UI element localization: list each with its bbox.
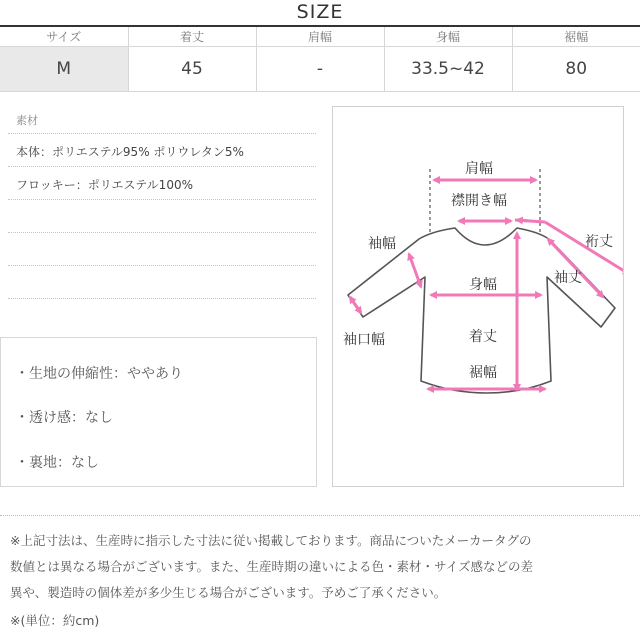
material-line	[8, 266, 316, 299]
label-shoulder-width: 肩幅	[465, 161, 493, 177]
material-panel	[8, 108, 316, 299]
feature-lining: ・裏地：なし	[15, 455, 99, 471]
material-heading: 素材	[8, 108, 316, 134]
label-body-width: 身幅	[469, 277, 497, 293]
header-length: 着丈	[128, 27, 256, 47]
measurement-diagram	[332, 106, 624, 487]
cell-shoulder: -	[256, 47, 384, 92]
label-sleeve-width: 袖幅	[368, 236, 396, 252]
material-line	[8, 233, 316, 266]
cuff-width-arrow	[350, 297, 361, 313]
cell-length: 45	[128, 47, 256, 92]
label-length: 着丈	[469, 329, 497, 345]
disclaimer-note	[10, 528, 635, 606]
garment-svg	[333, 107, 623, 486]
label-yuki-length: 裄丈	[585, 234, 613, 250]
label-cuff-width: 袖口幅	[343, 332, 385, 348]
sleeve-width-arrow	[409, 254, 421, 287]
disclaimer-line: 異や、製造時の個体差が多少生じる場合がございます。予めご了承ください。	[10, 585, 447, 600]
header-shoulder: 肩幅	[256, 27, 384, 47]
notes-divider	[0, 515, 640, 516]
label-sleeve-length: 袖丈	[554, 270, 582, 286]
table-row	[0, 47, 640, 92]
material-line	[8, 200, 316, 233]
disclaimer-line: ※上記寸法は、生産時に指示した寸法に従い掲載しております。商品についたメーカータグの	[10, 533, 532, 548]
cell-body-width: 33.5~42	[384, 47, 512, 92]
feature-sheerness: ・透け感：なし	[15, 410, 113, 426]
features-box	[0, 337, 317, 487]
label-hem-width: 裾幅	[469, 365, 497, 381]
header-body-width: 身幅	[384, 27, 512, 47]
feature-stretch: ・生地の伸縮性：ややあり	[15, 366, 183, 382]
header-size: サイズ	[0, 27, 128, 47]
disclaimer-line: 数値とは異なる場合がございます。また、生産時期の違いによる色・素材・サイズ感などの差	[10, 559, 534, 574]
unit-note: ※(単位：約cm)	[10, 613, 100, 628]
header-hem-width: 裾幅	[512, 27, 640, 47]
yuki-length-arrow-start	[517, 220, 529, 221]
label-neck-width: 襟開き幅	[451, 193, 507, 209]
material-line: フロッキー：ポリエステル100%	[8, 167, 316, 200]
material-line: 本体：ポリエステル95% ポリウレタン5%	[8, 134, 316, 167]
size-title: SIZE	[296, 1, 344, 23]
cell-hem-width: 80	[512, 47, 640, 92]
size-table-header-row	[0, 27, 640, 47]
cell-size: M	[0, 47, 128, 92]
size-table	[0, 27, 640, 92]
